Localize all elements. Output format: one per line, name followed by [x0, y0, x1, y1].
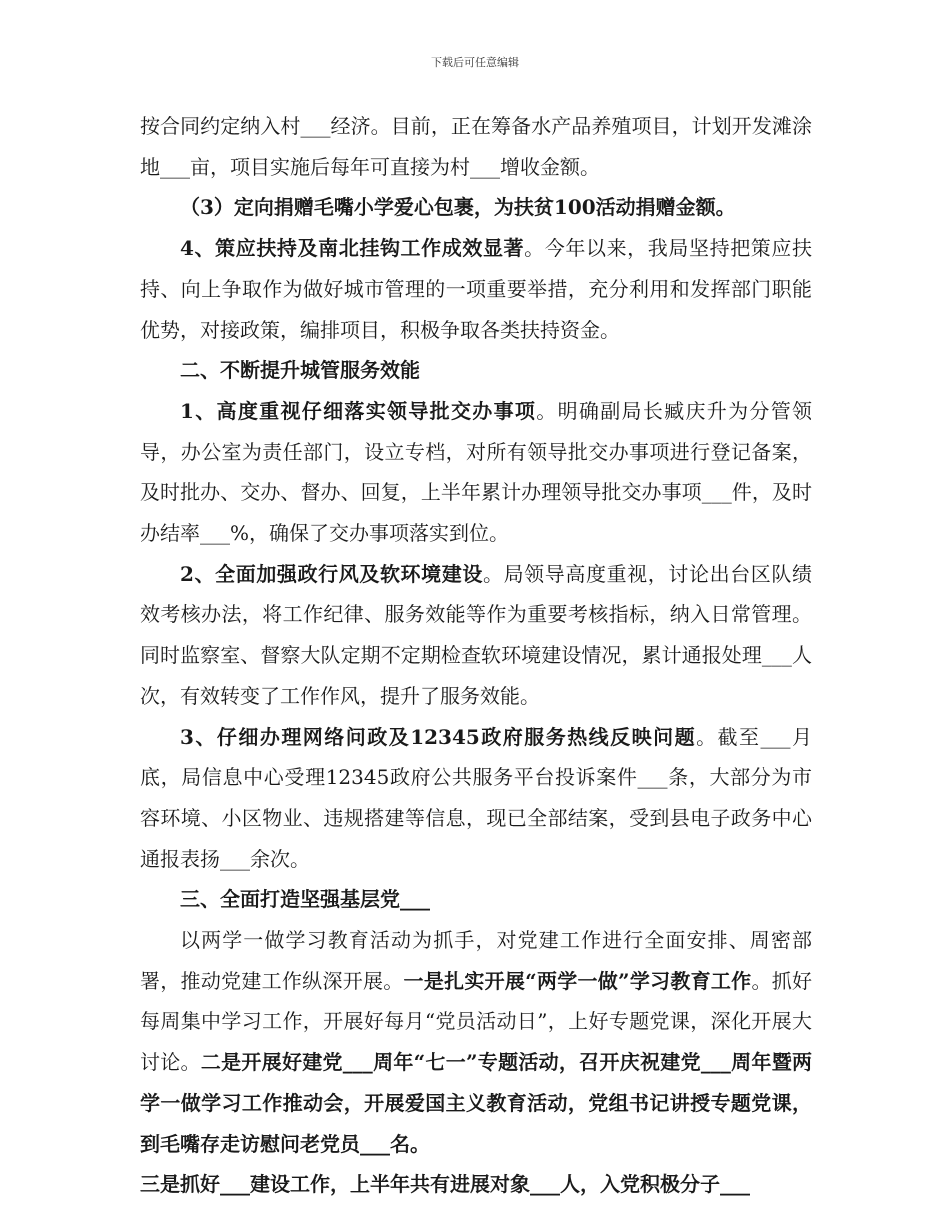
- paragraph-support-work: [140, 228, 812, 350]
- paragraph-body: 以两学一做学习教育活动为抓手，对党建工作进行全面安排、周密部署，推动党建工作纵深开展。: [140, 928, 812, 993]
- paragraph-hotline: [140, 717, 812, 880]
- paragraph-lead: 3、仔细办理网络问政及12345政府服务热线反映问题: [180, 724, 697, 749]
- paragraph-lead: 1、高度重视仔细落实领导批交办事项: [180, 398, 537, 423]
- paragraph-continuation: 按合同约定纳入村___经济。目前，正在筹备水产品养殖项目，计划开发滩涂地___亩，项目实施后每年可直接为村___增收金额。: [140, 114, 812, 179]
- paragraph-party-building-cont: 三是抓好___建设工作，上半年共有进展对象___人，入党积极分子___: [140, 1172, 750, 1197]
- paragraph-body: 。今年以来，我局坚持把策应扶持、向上争取作为做好城市管理的一项重要举措，充分利用和发挥部门职能优势，对接政策，编排项目，积极争取各类扶持资金。: [140, 236, 813, 342]
- paragraph-body: 。截至___月底，局信息中心受理12345政府公共服务平台投诉案件___条，大部分为市容环境、小区物业、违规搭建等信息，现已全部结案，受到县电子政务中心通报表扬___余次。: [140, 724, 813, 871]
- paragraph-body: 。局领导高度重视，讨论出台区队绩效考核办法，将工作纪律、服务效能等作为重要考核指标，纳入日常管理。同时监察室、督察大队定期不定期检查软环境建设情况，累计通报处理___人次，有效转变了工作作风，提升了服务效能。: [140, 561, 813, 708]
- section-heading-3: 三、全面打造坚强基层党___: [180, 887, 430, 912]
- paragraph-lead: 2、全面加强政行风及软环境建设: [180, 561, 483, 586]
- paragraph-lead: 一是扎实开展“两学一做”学习教育工作: [403, 968, 752, 993]
- page-header: 下载后可任意编辑: [431, 56, 519, 69]
- paragraph-body: 。抓好每周集中学习工作，开展好每月“党员活动日”，上好专题党课，深化开展大讨论。: [140, 968, 813, 1075]
- paragraph-party-building: [140, 920, 812, 1164]
- paragraph-conduct: [140, 554, 812, 717]
- section-heading-2: 二、不断提升城管服务效能: [180, 358, 420, 383]
- document-body: [140, 106, 812, 1205]
- paragraph-body: 。明确副局长臧庆升为分管领导，办公室为责任部门，设立专档，对所有领导批交办事项进行登记备案，及时批办、交办、督办、回复，上半年累计办理领导批交办事项___件，及时办结率___%，确保了交办事项落实到位。: [140, 398, 813, 546]
- paragraph-lead: 4、策应扶持及南北挂钩工作成效显著: [180, 236, 525, 261]
- paragraph-donation: （3）定向捐赠毛嘴小学爱心包裹，为扶贫100活动捐赠金额。: [180, 195, 736, 220]
- paragraph-lead: 二是开展好建党___周年“七一”专题活动，召开庆祝建党___周年暨两学一做学习工作推动会，开展爱国主义教育活动，党组书记讲授专题党课，到毛嘴存走访慰问老党员___名。: [140, 1050, 812, 1156]
- paragraph-leader-items: [140, 391, 812, 554]
